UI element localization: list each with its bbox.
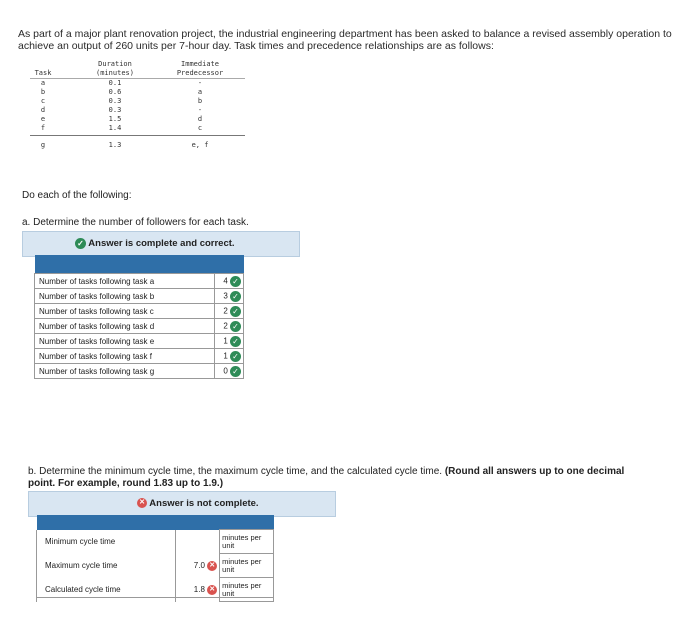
answer-value[interactable]: 2 <box>223 306 228 316</box>
row-label: Number of tasks following task c <box>35 304 215 319</box>
table-row <box>35 289 244 304</box>
cycle-time-table <box>36 515 274 602</box>
row-label: Number of tasks following task g <box>35 364 215 379</box>
unit-label: minutes per unit <box>220 530 274 554</box>
task-row: c 0.3 b <box>40 97 203 105</box>
rounding-example: point. For example, round 1.83 up to 1.9.) <box>28 478 224 489</box>
task-row: b 0.6 a <box>40 88 203 96</box>
problem-intro: As part of a major plant renovation project, the industrial engineering department has been asked to balance a revised assembly operation to achieve an output of 260 units per 7-hour day. Task times and precedence relationships are as follows: <box>18 28 672 52</box>
calculated-cycle-input[interactable]: 1.8 ✕ <box>176 578 220 602</box>
x-circle-icon: ✕ <box>207 561 217 571</box>
row-label: Calculated cycle time <box>37 578 176 602</box>
answer-value[interactable]: 1 <box>223 351 228 361</box>
row-label: Maximum cycle time <box>37 554 176 578</box>
table-row <box>35 319 244 334</box>
answer-value[interactable]: 2 <box>223 321 228 331</box>
do-each-heading: Do each of the following: <box>22 190 132 201</box>
check-circle-icon: ✓ <box>230 351 241 362</box>
header-task: Task <box>34 69 52 77</box>
table-row <box>37 530 274 554</box>
x-circle-icon: ✕ <box>207 585 217 595</box>
check-circle-icon: ✓ <box>230 306 241 317</box>
part-b-status-text: Answer is not complete. <box>149 498 259 509</box>
check-circle-icon: ✓ <box>230 276 241 287</box>
task-row: e 1.5 d <box>40 115 203 123</box>
answer-value[interactable]: 0 <box>223 366 228 376</box>
header-duration: Duration <box>98 60 132 68</box>
answer-value[interactable]: 1 <box>223 336 228 346</box>
row-label: Number of tasks following task d <box>35 319 215 334</box>
task-row: f 1.4 c <box>40 124 203 132</box>
table-row <box>35 349 244 364</box>
part-a-question: a. Determine the number of followers for each task. <box>22 217 249 228</box>
x-circle-icon: ✕ <box>137 498 147 508</box>
task-row: a 0.1 - <box>40 79 203 87</box>
row-label: Number of tasks following task e <box>35 334 215 349</box>
header-duration-units: (minutes) <box>96 69 134 77</box>
header-predecessor-l2: Predecessor <box>176 69 224 77</box>
maximum-cycle-input[interactable]: 7.0 ✕ <box>176 554 220 578</box>
part-b-status-banner <box>28 491 336 517</box>
row-label: Number of tasks following task f <box>35 349 215 364</box>
table-row <box>35 304 244 319</box>
task-row: d 0.3 - <box>40 106 203 114</box>
task-row: g 1.3 e, f <box>40 141 209 149</box>
answer-value[interactable]: 4 <box>223 276 228 286</box>
check-circle-icon: ✓ <box>230 336 241 347</box>
unit-label: minutes per unit <box>220 578 274 602</box>
row-label: Number of tasks following task a <box>35 274 215 289</box>
header-predecessor: Immediate <box>181 60 219 68</box>
check-circle-icon: ✓ <box>230 366 241 377</box>
table-row <box>35 274 244 289</box>
check-circle-icon: ✓ <box>230 321 241 332</box>
row-label: Minimum cycle time <box>37 530 176 554</box>
followers-table <box>34 255 244 379</box>
task-table <box>20 57 250 157</box>
part-a-status-text: Answer is complete and correct. <box>88 238 235 250</box>
part-b-question: b. Determine the minimum cycle time, the maximum cycle time, and the calculated cycle time. (Round all answers up to one decimal point. For example, round 1.83 up to 1.9.) <box>28 466 625 489</box>
check-circle-icon: ✓ <box>75 238 86 249</box>
table-row <box>37 554 274 578</box>
rounding-instruction: (Round all answers up to one decimal <box>444 466 625 477</box>
check-circle-icon: ✓ <box>230 291 241 302</box>
table-row <box>35 364 244 379</box>
answer-value[interactable]: 3 <box>223 291 228 301</box>
row-label: Number of tasks following task b <box>35 289 215 304</box>
unit-label: minutes per unit <box>220 554 274 578</box>
part-a-status-banner <box>22 231 300 257</box>
table-row <box>35 334 244 349</box>
minimum-cycle-input[interactable] <box>176 530 220 554</box>
